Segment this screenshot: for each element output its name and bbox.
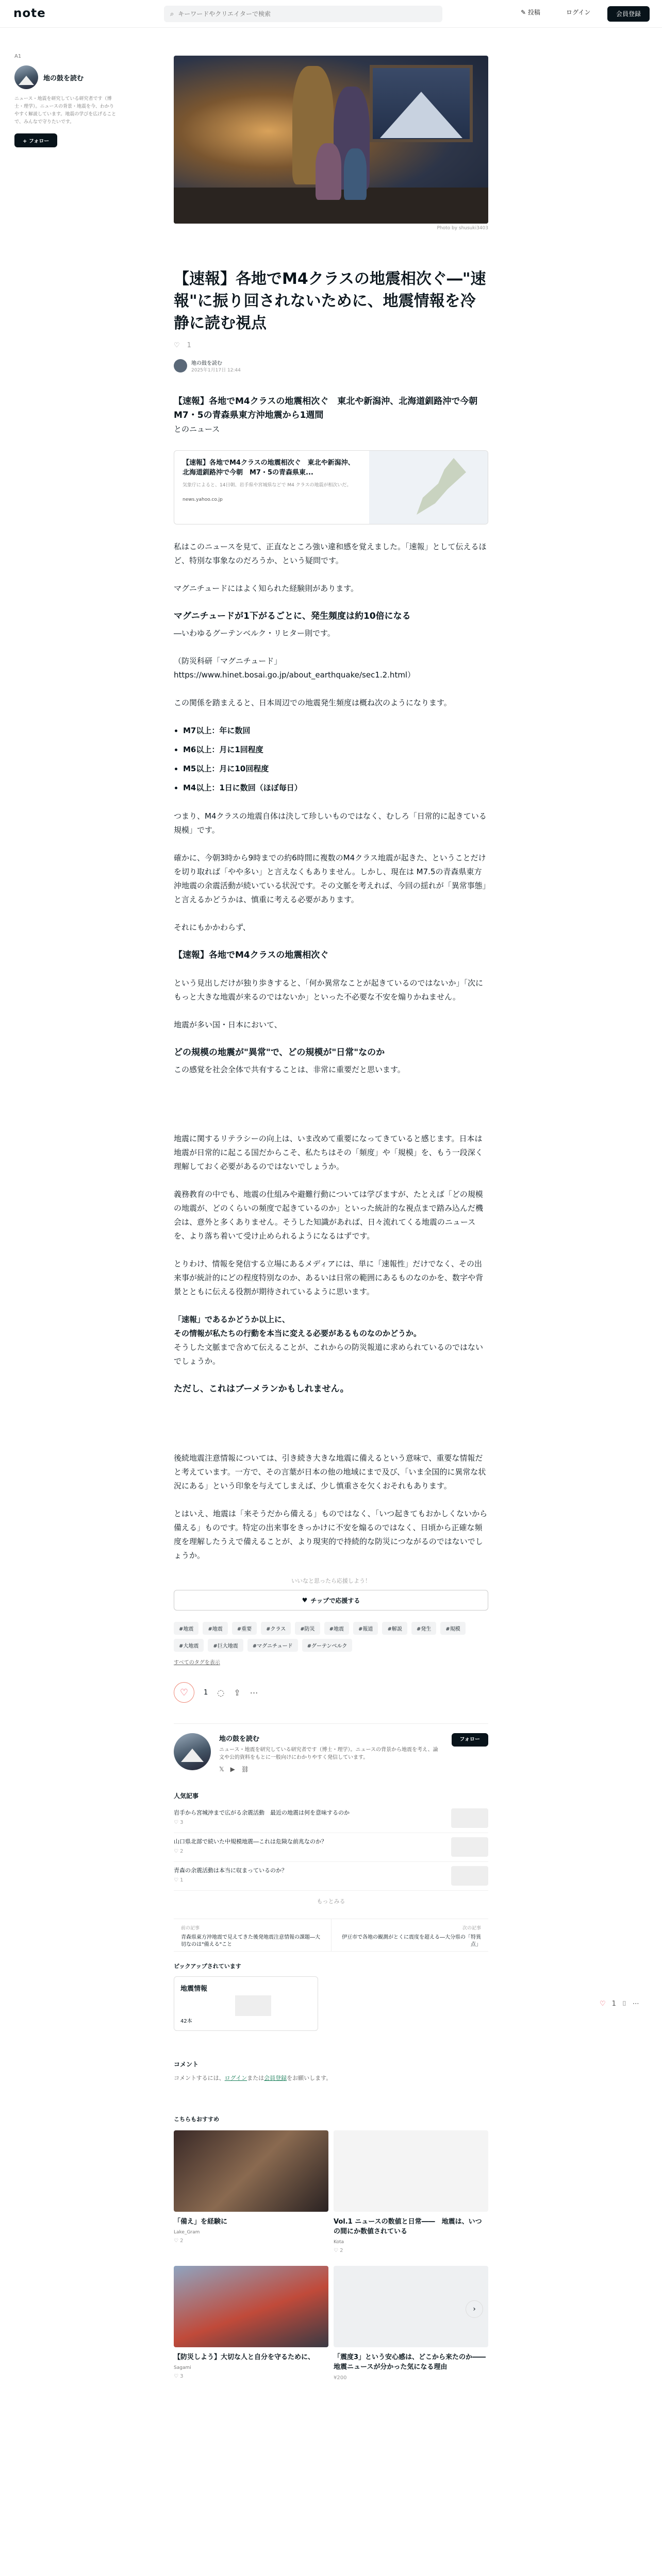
- like-button[interactable]: [174, 1682, 194, 1703]
- section-heading: どの規模の地震が"異常"で、どの規模が"日常"なのか: [174, 1047, 385, 1058]
- family-figure: [316, 143, 341, 200]
- list-item: • M5以上：月に10回程度: [183, 762, 488, 776]
- paragraph: 地震に関するリテラシーの向上は、いま改めて重要になってきていると感じます。日本は地震が日常的に起こる国だからこそ、私たちはその「頻度」や「規模」を、もう一段深く理解しておく必要があるのではないでしょうか。: [174, 1134, 483, 1171]
- youtube-icon[interactable]: ▶: [230, 1766, 235, 1773]
- photo-credit[interactable]: Photo by shusuki3403: [437, 226, 488, 231]
- sidebar-bio: ニュース・地震を研究している研究者です（博士・理学）。ニュースの背景・地震を今、わかりやすく解説しています。地震の学びを広げることで、みんなで守りたいです。: [14, 96, 117, 125]
- heart-icon[interactable]: ♡: [174, 342, 180, 349]
- rec-image: [174, 2130, 328, 2212]
- title-actions: [174, 342, 488, 349]
- author-card: [174, 1723, 488, 1773]
- tag[interactable]: #解説: [382, 1622, 407, 1635]
- author-follow-button[interactable]: フォロー: [452, 1733, 489, 1747]
- like-count: 1: [187, 342, 191, 349]
- note-logo[interactable]: note: [13, 7, 46, 20]
- sidebar-label: A1: [14, 54, 22, 59]
- section-heading: マグニチュードが1下がるごとに、発生頻度は約10倍になる: [174, 611, 411, 621]
- avatar[interactable]: [174, 1733, 211, 1770]
- tag[interactable]: #マグニチュード: [247, 1639, 298, 1652]
- embed-description: 気象庁によると、14日朝、岩手県や宮城県などで M4 クラスの地震が相次いだ。: [183, 483, 352, 488]
- tag[interactable]: #大地震: [174, 1639, 204, 1652]
- heart-icon[interactable]: ♡: [600, 2000, 606, 2008]
- paragraph: 私はこのニュースを見て、正直なところ強い違和感を覚えました。「速報」として伝えるほど、特別な事象なのだろうか、という疑問です。: [174, 542, 487, 565]
- search-input[interactable]: [178, 10, 425, 18]
- search-icon: ⌕: [170, 10, 174, 18]
- list-item: • M4以上：1日に数回（ほぼ毎日）: [183, 781, 488, 795]
- rec-card[interactable]: 「震度3」という安心感は、どこから来たのか――地震ニュースが分かった気になる理由 ¥200: [334, 2266, 488, 2381]
- bookmark-icon[interactable]: ⌷: [622, 2000, 626, 2008]
- news-embed-card[interactable]: [174, 450, 488, 524]
- comments-prompt: コメントするには、ログインまたは会員登録をお願いします。: [174, 2075, 332, 2081]
- carousel-next-button[interactable]: [466, 2300, 483, 2318]
- rec-card[interactable]: Vol.1 ニュースの数値と日常―― 地震は、いつの間にか数値されている Kota ♡ 2: [334, 2130, 488, 2253]
- author-card-name[interactable]: 地の鼓を読む: [219, 1735, 260, 1743]
- link-icon[interactable]: ⛓: [241, 1766, 250, 1773]
- byline: [174, 359, 488, 373]
- more-icon[interactable]: ⋯: [632, 2000, 639, 2008]
- sidebar-follow-button[interactable]: + フォロー: [14, 133, 57, 147]
- show-more-button[interactable]: もっとみる: [317, 1898, 345, 1905]
- reference-link[interactable]: https://www.hinet.bosai.go.jp/about_earthquake/sec1.2.html）: [174, 670, 416, 680]
- x-icon[interactable]: 𝕏: [219, 1766, 224, 1773]
- next-article-link[interactable]: 次の記事 伊豆市で各地の観測がとくに震度を超える―大分県の「特異点」: [331, 1919, 489, 1951]
- japan-map-thumbnail: [369, 451, 488, 524]
- rec-image: [174, 2266, 328, 2347]
- list-item[interactable]: 山口県北部で続いた中規模地震―これは危険な前兆なのか？ ♡ 2: [174, 1833, 488, 1862]
- magazine-title: 地震情報: [180, 1985, 208, 1993]
- author-card-bio: ニュース・地震を研究している研究者です（博士・理学）。ニュースの背景から地震を考え、論文や公的資料をもとに一般向けにわかりやすく発信しています。: [219, 1747, 438, 1760]
- like-total: 1: [204, 1688, 208, 1697]
- hero-image: [174, 56, 488, 224]
- comments-heading: コメント: [174, 2061, 199, 2068]
- tag[interactable]: #地震: [174, 1622, 198, 1635]
- share-icon[interactable]: ⇪: [234, 1687, 241, 1698]
- recommendations: [174, 2115, 488, 2381]
- list-item[interactable]: 青森の余震活動は本当に収まっているのか？ ♡ 1: [174, 1862, 488, 1891]
- support-text: いいなと思ったら応援しよう！: [291, 1578, 371, 1584]
- article-main: [174, 56, 488, 2381]
- publish-date: 2025年1月17日 12:44: [191, 368, 241, 373]
- rec-card[interactable]: 【防災しよう】大切な人と自分を守るために、 Sagami ♡ 3: [174, 2266, 328, 2381]
- floating-actions: [600, 2000, 639, 2008]
- signup-button[interactable]: 会員登録: [607, 6, 650, 22]
- pickup-heading: ピックアップされています: [174, 1963, 241, 1970]
- heart-icon: ♡: [179, 1687, 189, 1698]
- quoted-headline: 【速報】各地でM4クラスの地震相次ぐ: [174, 950, 329, 960]
- popular-heading: 人気記事: [174, 1792, 199, 1800]
- more-icon[interactable]: ⋯: [250, 1687, 258, 1698]
- list-item: • M6以上：月に1回程度: [183, 743, 488, 757]
- paragraph: この関係を踏まえると、日本周辺での地震発生頻度は概ね次のようになります。: [174, 698, 452, 707]
- intro-source: とのニュース: [174, 425, 220, 434]
- tip-button[interactable]: ♥ チップで応援する: [174, 1590, 488, 1611]
- tag[interactable]: #グーテンベルク: [302, 1639, 353, 1652]
- article-body: [174, 395, 488, 1563]
- header: [0, 0, 662, 28]
- paragraph: 地震が多い国・日本において、: [174, 1020, 282, 1029]
- popular-list: [174, 1804, 488, 1891]
- thumbnail: [451, 1866, 488, 1886]
- tag[interactable]: #防災: [295, 1622, 320, 1635]
- avatar[interactable]: [14, 65, 38, 89]
- magazine-card[interactable]: [174, 1976, 318, 2031]
- article-nav: [174, 1919, 488, 1952]
- rec-image: [334, 2266, 488, 2347]
- heart-icon: ♡: [174, 1849, 180, 1854]
- comment-signup-link[interactable]: 会員登録: [264, 2075, 287, 2081]
- pen-icon: ✎: [521, 9, 528, 16]
- family-figure: [344, 148, 367, 200]
- paragraph: マグニチュードにはよく知られた経験則があります。: [174, 584, 359, 593]
- tag[interactable]: #地震: [203, 1622, 227, 1635]
- paragraph: という見出しだけが独り歩きすると、「何か異常なことが起きているのではないか」「次にもっと大きな地震が来るのではないか」といった不必要な不安を煽りかねません。: [174, 978, 484, 1002]
- comment-icon[interactable]: ◌: [217, 1687, 225, 1698]
- paragraph: ―いわゆるグーテンベルク・リヒター則です。: [174, 629, 335, 638]
- tag[interactable]: #発生: [411, 1622, 436, 1635]
- tag[interactable]: #クラス: [261, 1622, 291, 1635]
- person-add-icon: +: [23, 139, 29, 144]
- paragraph: この感覚を社会全体で共有することは、非常に重要だと思います。: [174, 1065, 405, 1074]
- rec-card[interactable]: 「備え」を経験に Lake_Gram ♡ 2: [174, 2130, 328, 2253]
- paragraph: 確かに、今朝3時から9時までの約6時間に複数のM4クラス地震が起きた、ということだけを切り取れば「やや多い」と言えなくもありません。しかし、現在は M7.5の青森県東方沖地震の余震活動が続いている状況です。その文脈を考えれば、今回の揺れが「異常事態」と言えるかどうかは、慎重に考える必要があります。: [174, 853, 487, 904]
- paragraph: それにもかかわらず、: [174, 923, 251, 932]
- tag[interactable]: #巨大地震: [208, 1639, 243, 1652]
- intro-headline: 【速報】各地でM4クラスの地震相次ぐ 東北や新潟沖、北海道釧路沖で今朝 M7・5の青森県東方沖地震から1週間: [174, 396, 487, 420]
- tag-list: [174, 1622, 488, 1652]
- paragraph: とはいえ、地震は「来そうだから備える」ものではなく、「いつ起きてもおかしくないから備える」ものです。特定の出来事をきっかけに不安を煽るのではなく、日頃から正確な頻度を理解したうえで備えることが、より現実的で持続的な防災につながるのではないでしょうか。: [174, 1509, 488, 1560]
- float-like-count: 1: [611, 2000, 616, 2008]
- recommendations-heading: こちらもおすすめ: [174, 2116, 220, 2123]
- heart-icon: ♡: [174, 1820, 180, 1825]
- article-title: 【速報】各地でM4クラスの地震相次ぐ―"速報"に振り回されないために、地震情報を冷静に読む視点: [174, 270, 486, 332]
- tag[interactable]: #地震: [324, 1622, 349, 1635]
- list-item: • M7以上：年に数回: [183, 724, 488, 738]
- thumbnail: [235, 1995, 271, 2016]
- creator-sidebar: [14, 54, 118, 147]
- paragraph: 後続地震注意情報については、引き続き大きな地震に備えるという意味で、重要な情報だと考えています。一方で、その言葉が日本の他の地域にまで及び、「いま全国的に異常な状況にある」という印象を与えてしまえば、少し慎重さを欠くおそれもあります。: [174, 1453, 486, 1490]
- byline-author[interactable]: 地の鼓を読む: [191, 361, 222, 366]
- paragraph: とりわけ、情報を発信する立場にあるメディアには、単に「速報性」だけでなく、その出来事が統計的にどの程度特別なのか、あるいは日常の範囲にあるものなのかを、数字や背景とともに伝える役割が期待されているように思います。: [174, 1259, 484, 1296]
- comment-login-link[interactable]: ログイン: [224, 2075, 247, 2081]
- paragraph: ただし、これはブーメランかもしれません。: [174, 1384, 349, 1394]
- paragraph: つまり、M4クラスの地震自体は決して珍しいものではなく、むしろ「日常的に起きている規模」です。: [174, 811, 487, 835]
- frequency-list: [183, 724, 488, 795]
- reference: （防災科研「マグニチュード」 https://www.hinet.bosai.go.jp/about_earthquake/sec1.2.html）: [174, 656, 416, 680]
- chevron-right-icon: ›: [473, 2305, 476, 2313]
- search-box[interactable]: [164, 6, 442, 22]
- paragraph: 「速報」であるかどうか以上に、 その情報が私たちの行動を本当に変える必要があるものなのかどうか。 そうした文脈まで含めて伝えることが、これからの防災報道に求められているのではないでしょうか。: [174, 1315, 484, 1366]
- tag[interactable]: #報道: [353, 1622, 378, 1635]
- embed-title: 【速報】各地でM4クラスの地震相次ぐ 東北や新潟沖、北海道釧路沖で今朝 M7・5の青森県東...: [183, 459, 355, 477]
- sidebar-author[interactable]: [14, 65, 118, 89]
- prev-article-link[interactable]: 前の記事 青森県東方沖地震で見えてきた後発地震注意情報の課題―大切なのは"備える"こと: [181, 1926, 320, 1947]
- article-actions: [174, 1682, 488, 1703]
- sidebar-author-name[interactable]: 地の鼓を読む: [43, 74, 84, 82]
- heart-icon: ♥: [302, 1597, 308, 1604]
- show-all-tags-link[interactable]: すべてのタグを表示: [174, 1660, 220, 1666]
- thumbnail: [451, 1808, 488, 1828]
- embed-url: news.yahoo.co.jp: [183, 497, 223, 502]
- list-item[interactable]: 岩手から宮城沖まで広がる余震活動 最近の地震は何を意味するのか ♡ 3: [174, 1804, 488, 1833]
- post-button[interactable]: ✎ 投稿: [521, 9, 540, 16]
- paragraph: 義務教育の中でも、地震の仕組みや避難行動については学びますが、たとえば「どの規模の地震が、どのくらいの頻度で起きているのか」といった統計的な視点まで踏み込んだ機会は、意外と多くありません。そうした知識があれば、日々流れてくる地震のニュースを、より落ち着いて受け止められるようになるはずです。: [174, 1190, 484, 1241]
- avatar[interactable]: [174, 359, 187, 372]
- tag[interactable]: #重要: [232, 1622, 257, 1635]
- rec-image: [334, 2130, 488, 2212]
- heart-icon: ♡: [174, 1877, 180, 1883]
- login-link[interactable]: ログイン: [566, 9, 591, 16]
- thumbnail: [451, 1837, 488, 1857]
- magazine-count: 42本: [180, 2019, 192, 2024]
- tag[interactable]: #規模: [440, 1622, 465, 1635]
